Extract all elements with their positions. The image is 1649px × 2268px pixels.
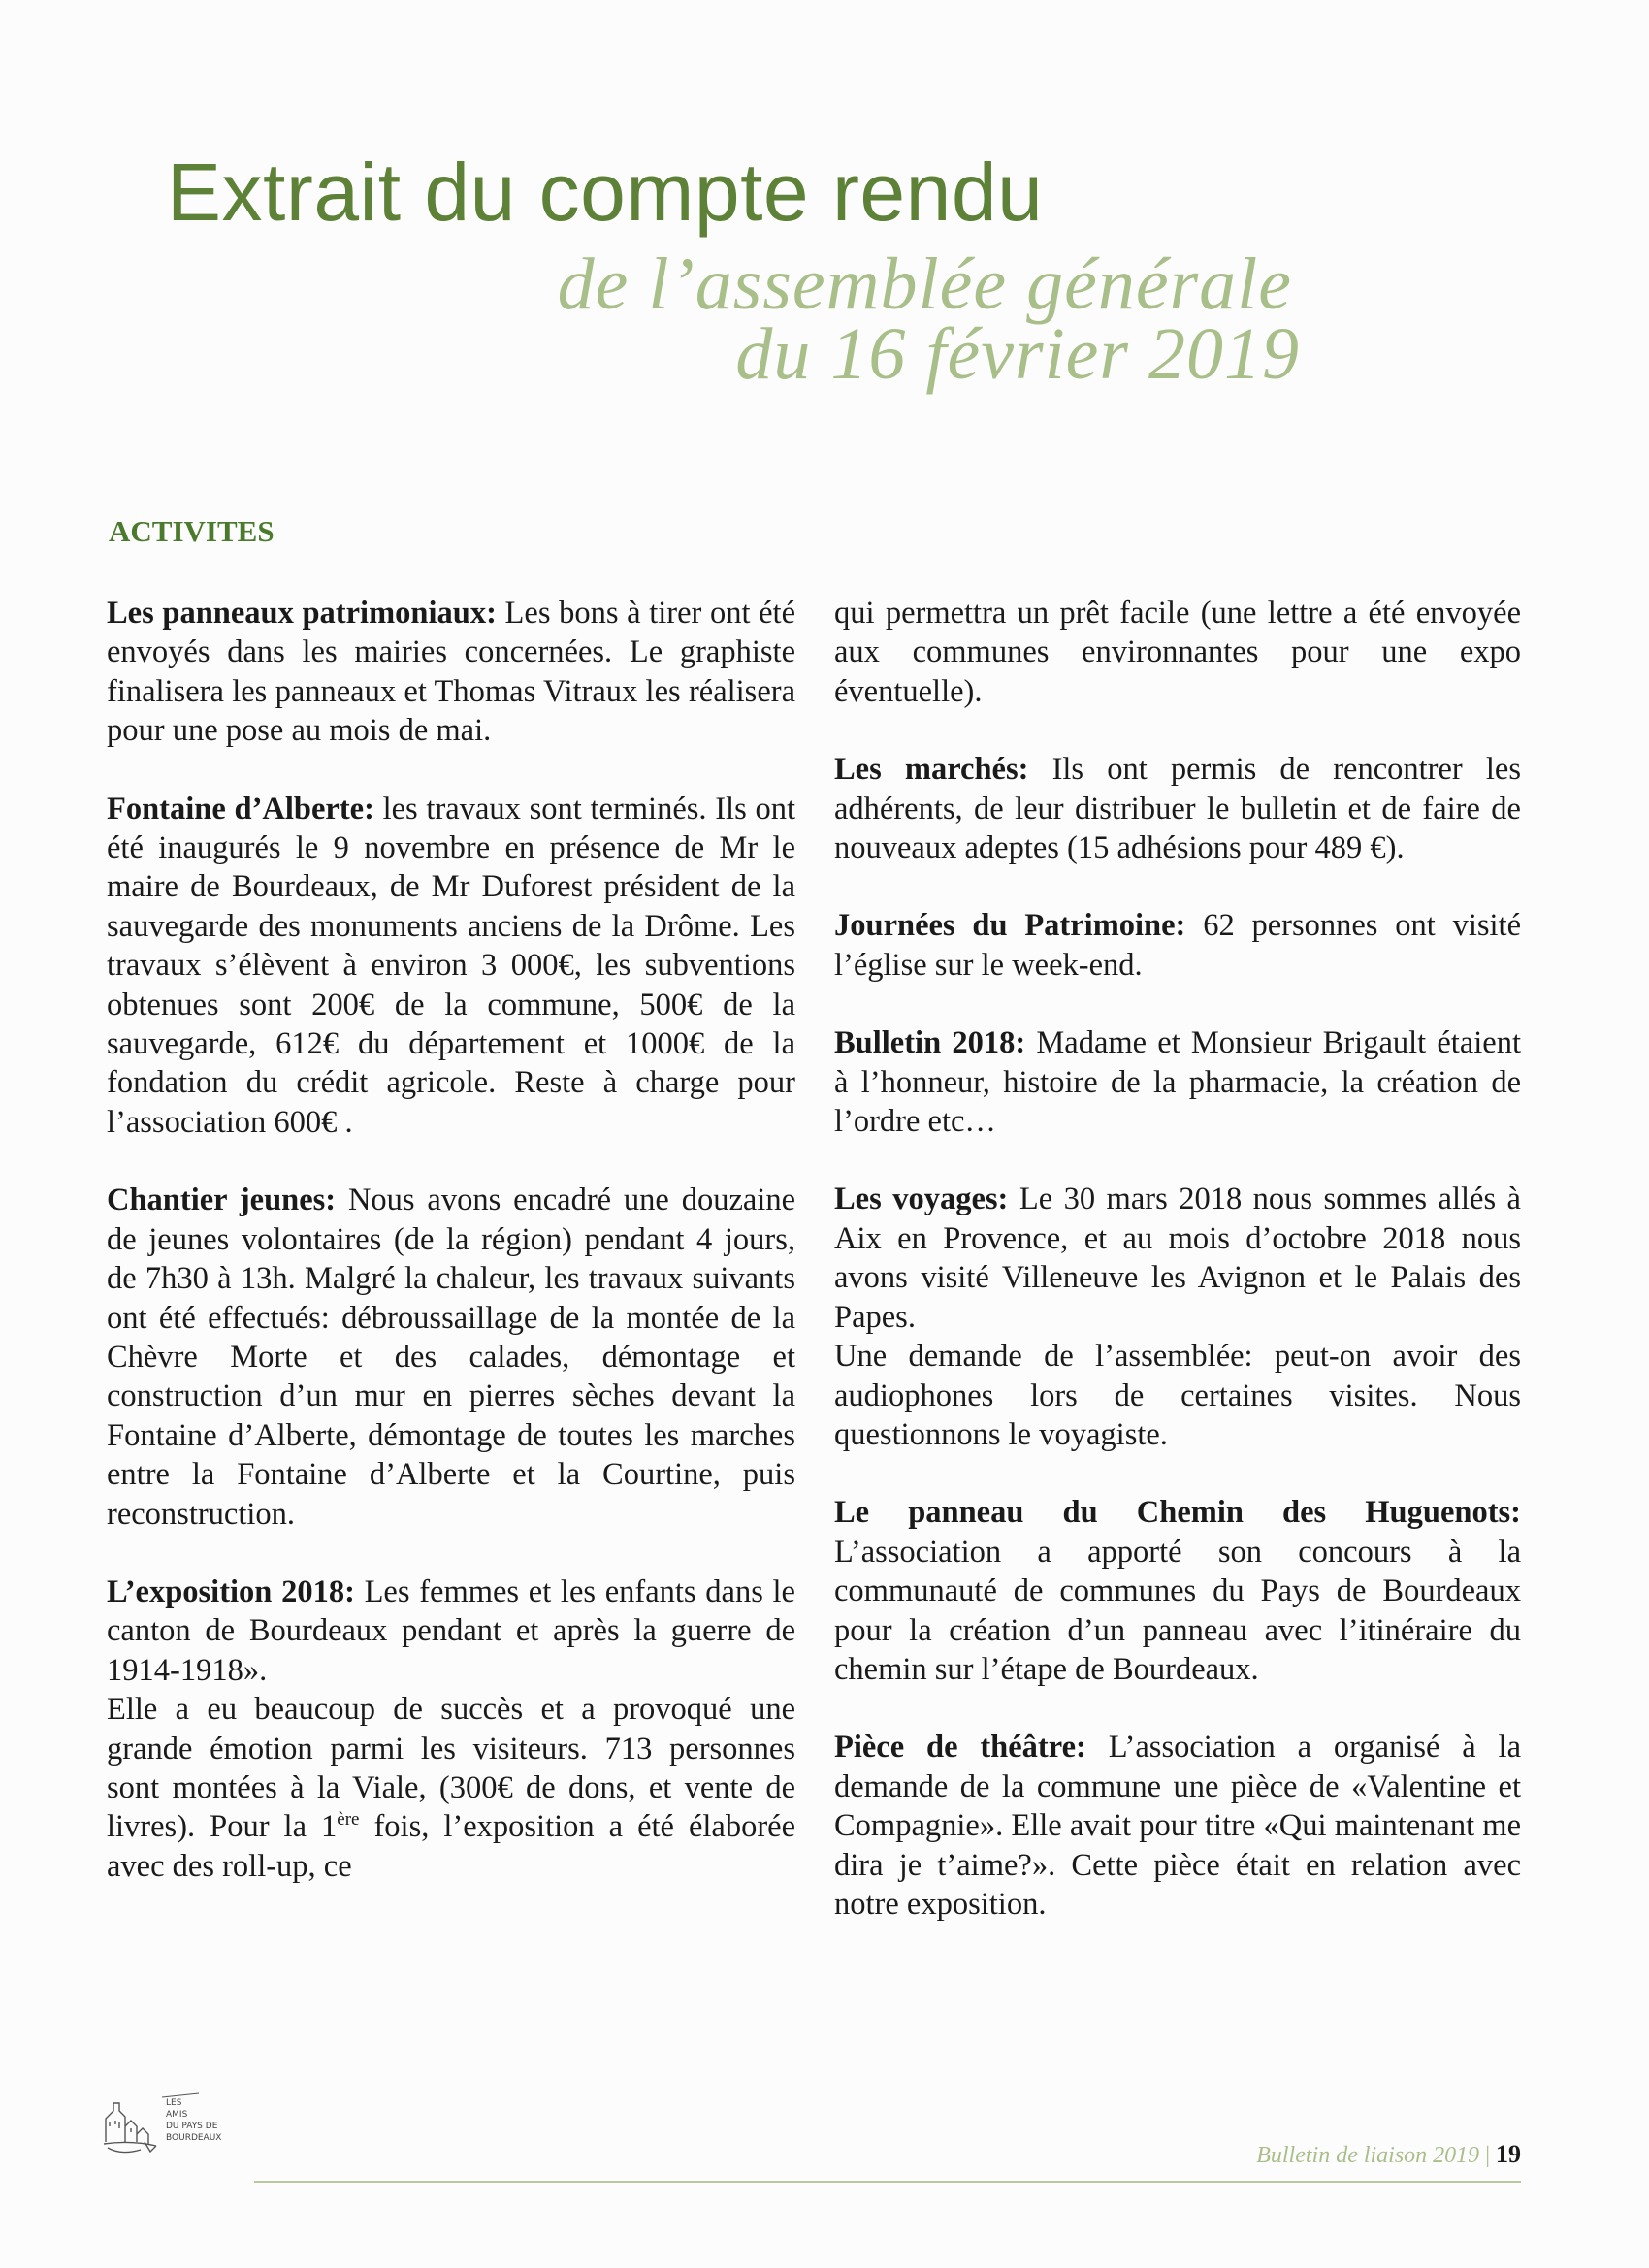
logo-text — [166, 2098, 221, 2143]
paragraph-label: Le panneau du Chemin des Huguenots: — [834, 1495, 1521, 1531]
paragraph-label: Les marchés: — [834, 752, 1029, 788]
paragraph-voyages — [834, 1180, 1521, 1454]
paragraph-text: L’association a organisé à la demande de la commune une pièce de «Valentine et Compagnie». Elle avait pour titre «Qui maintenant me dira je t’aime?». Cette pièce était en relation avec notre exposition. — [834, 1730, 1522, 1922]
paragraph-huguenots — [834, 1493, 1521, 1689]
logo-village-drawing — [104, 2103, 156, 2153]
right-column — [834, 594, 1521, 1962]
paragraph-label: Pièce de théâtre: — [834, 1730, 1086, 1766]
paragraph-journees — [834, 906, 1521, 985]
paragraph-label: L’exposition 2018: — [107, 1573, 355, 1609]
paragraph-fontaine — [107, 790, 795, 1143]
paragraph-chantier — [107, 1181, 795, 1534]
footer-separator: | — [1485, 2143, 1490, 2168]
paragraph-text: Madame et Monsieur Brigault étaient à l’honneur, histoire de la pharmacie, la création de l’ordre etc… — [834, 1025, 1521, 1140]
section-heading: ACTIVITES — [109, 514, 275, 548]
paragraph-text: Ils ont permis de rencontrer les adhérents, de leur distribuer le bulletin et de faire de nouveaux adeptes (15 adhésions pour 489 €). — [834, 752, 1521, 866]
paragraph-text: L’association a apporté son concours à la communauté de communes du Pays de Bourdeaux pour la création d’un panneau avec l’itinéraire du chemin sur l’étape de Bourdeaux. — [834, 1534, 1521, 1687]
left-column — [107, 594, 795, 1886]
logo-text-line: LES — [166, 2098, 182, 2108]
paragraph-label: Chantier jeunes: — [107, 1183, 337, 1218]
paragraph-text: Nous avons encadré une douzaine de jeunes volontaires (de la région) pendant 4 jours, de 7h30 à 13h. Malgré la chaleur, les travaux suivants ont été effectués: débroussaillage de la montée de la Chèvre Morte et des calades, démontage et construction d’un mur en pierres sèches devant la Fontaine d’Alberte, démontage de toutes les marches entre la Fontaine d’Alberte et la Courtine, puis reconstruction. — [107, 1183, 795, 1532]
paragraph-text: Une demande de l’assemblée: peut-on avoir des audiophones lors de certaines visites. Nous questionnons le voyagiste. — [834, 1339, 1521, 1452]
paragraph-panneaux — [107, 594, 795, 751]
paragraph-text: qui permettra un prêt facile (une lettre a été envoyée aux communes environnantes pour une expo éventuelle). — [834, 596, 1521, 709]
logo-underline — [162, 2093, 199, 2097]
footer-rule — [254, 2181, 1521, 2183]
logo-text-line: AMIS — [166, 2110, 188, 2120]
page-number: 19 — [1496, 2140, 1521, 2168]
paragraph-exposition — [107, 1572, 795, 1886]
footer — [1256, 2140, 1521, 2169]
paragraph-label: Fontaine d’Alberte: — [107, 791, 374, 826]
paragraph-text: Les bons à tirer ont été envoyés dans les mairies concernées. Le graphiste finalisera les panneaux et Thomas Vitraux les réalisera pour une pose au mois de mai. — [107, 596, 795, 749]
superscript: ère — [337, 1809, 360, 1831]
paragraph-label: Journées du Patrimoine: — [834, 908, 1186, 944]
paragraph-bulletin — [834, 1023, 1521, 1141]
paragraph-continuation — [834, 594, 1521, 711]
paragraph-theatre — [834, 1728, 1521, 1924]
title-subtitle-line2: du 16 février 2019 — [735, 313, 1300, 395]
paragraph-label: Bulletin 2018: — [834, 1025, 1026, 1061]
bulletin-label: Bulletin de liaison 2019 — [1256, 2143, 1480, 2168]
paragraph-text: Les femmes et les enfants dans le canton de Bourdeaux pendant et après la guerre de 1914-1918». — [107, 1573, 795, 1688]
paragraph-text: Le 30 mars 2018 nous sommes allés à Aix en Provence, et au mois d’octobre 2018 nous avons visité Villeneuve les Avignon et le Palais des Papes. — [834, 1182, 1521, 1335]
paragraph-text: Elle a eu beaucoup de succès et a provoqué une grande émotion parmi les visiteurs. 713 personnes sont montées à la Viale, (300€ de dons, et vente de livres). Pour la 1 — [107, 1692, 795, 1845]
logo-text-line: BOURDEAUX — [166, 2133, 222, 2143]
association-logo — [102, 2084, 247, 2161]
paragraph-text: 62 personnes ont visité l’église sur le week-end. — [834, 908, 1521, 983]
paragraph-label: Les panneaux patrimoniaux: — [107, 596, 497, 631]
paragraph-text: fois, l’exposition a été élaborée avec des roll-up, ce — [107, 1809, 795, 1884]
paragraph-label: Les voyages: — [834, 1182, 1009, 1217]
paragraph-text: les travaux sont terminés. Ils ont été inaugurés le 9 novembre en présence de Mr le maire de Bourdeaux, de Mr Duforest président de la sauvegarde des monuments anciens de la Drôme. Les travaux s’élèvent à environ 3 000€, les subventions obtenues sont 200€ de la commune, 500€ de la sauvegarde, 612€ du département et 1000€ de la fondation du crédit agricole. Reste à charge pour l’association 600€ . — [107, 791, 795, 1140]
logo-text-line: DU PAYS DE — [166, 2122, 218, 2131]
paragraph-marches — [834, 750, 1521, 867]
title-main: Extrait du compte rendu — [167, 146, 1044, 238]
title-subtitle-line1: de l’assemblée générale — [557, 243, 1292, 325]
